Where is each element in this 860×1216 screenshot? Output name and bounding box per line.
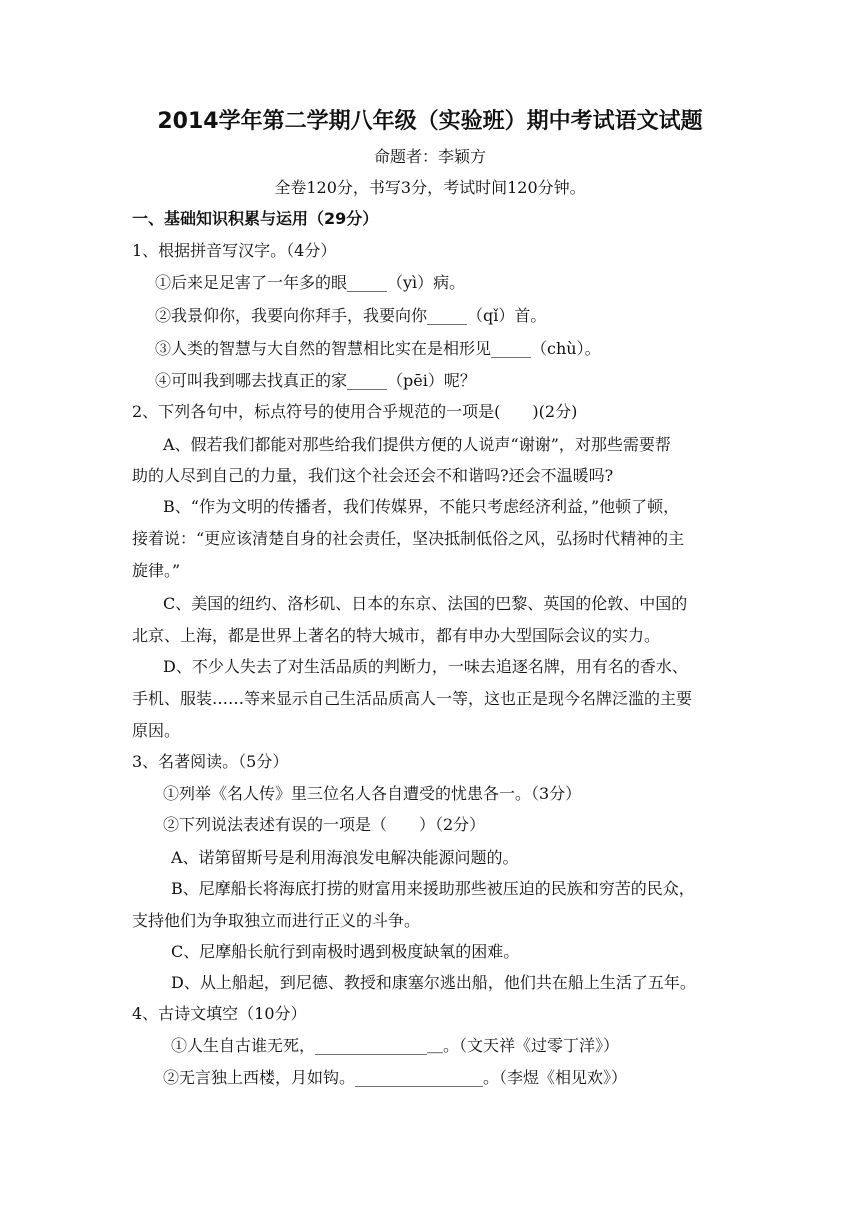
q1-item-3: ③人类的智慧与大自然的智慧相比实在是相形见_____（chù）。 xyxy=(155,339,601,358)
q2-option-b-cont: 旋律。” xyxy=(132,561,181,580)
q2-option-c: C、美国的纽约、洛杉矶、日本的东京、法国的巴黎、英国的伦敦、中国的 xyxy=(163,594,688,613)
author-line: 命题者：李颖方 xyxy=(373,147,486,166)
q4-item-1: ①人生自古谁无死，______________＿。（文天祥《过零丁洋》） xyxy=(171,1036,620,1055)
exam-title: 2014学年第二学期八年级（实验班）期中考试语文试题 xyxy=(157,109,703,134)
q2-option-a-cont: 助的人尽到自己的力量，我们这个社会还会不和谐吗?还会不温暖吗? xyxy=(132,466,614,485)
q2-option-a: A、假若我们都能对那些给我们提供方便的人说声“谢谢”，对那些需要帮 xyxy=(163,435,671,454)
q1-item-4: ④可叫我到哪去找真正的家_____（pēi）呢？ xyxy=(155,371,476,390)
q2-option-d-cont: 原因。 xyxy=(132,721,181,740)
q1-stem: 1、根据拼音写汉字。（4分） xyxy=(132,241,337,260)
q1-item-1: ①后来足足害了一年多的眼_____（yì）病。 xyxy=(155,273,466,292)
q2-option-b-cont: 接着说：“更应该清楚自身的社会责任，坚决抵制低俗之风，弘扬时代精神的主 xyxy=(132,529,685,548)
q4-item-2: ②无言独上西楼，月如钩。________________。（李煜《相见欢》） xyxy=(163,1068,628,1087)
q2-option-c-cont: 北京、上海，都是世界上著名的特大城市，都有申办大型国际会议的实力。 xyxy=(132,626,661,645)
q4-stem: 4、古诗文填空（10分） xyxy=(132,1004,307,1023)
q3-option-a: A、诺第留斯号是利用海浪发电解决能源问题的。 xyxy=(171,848,519,867)
q3-sub-2: ②下列说法表述有误的一项是（ ）（2分） xyxy=(163,815,486,834)
q3-stem: 3、名著阅读。（5分） xyxy=(132,752,289,771)
q3-option-d: D、从上船起，到尼德、教授和康塞尔逃出船，他们共在船上生活了五年。 xyxy=(171,973,696,992)
q2-option-b: B、“作为文明的传播者，我们传媒界，不能只考虑经济利益，”他顿了顿， xyxy=(163,497,680,516)
q2-option-d: D、不少人失去了对生活品质的判断力，一味去追逐名牌，用有名的香水、 xyxy=(163,657,688,676)
q2-stem: 2、下列各句中，标点符号的使用合乎规范的一项是( )(2分) xyxy=(132,402,578,421)
q1-item-2: ②我景仰你，我要向你拜手，我要向你_____（qǐ）首。 xyxy=(155,306,547,325)
q3-option-b: B、尼摩船长将海底打捞的财富用来援助那些被压迫的民族和穷苦的民众， xyxy=(171,879,695,898)
section-heading: 一、基础知识积累与运用（29分） xyxy=(132,209,379,228)
q3-sub-1: ①列举《名人传》里三位名人各自遭受的忧患各一。（3分） xyxy=(163,784,582,803)
q3-option-b-cont: 支持他们为争取独立而进行正义的斗争。 xyxy=(132,911,421,930)
q3-option-c: C、尼摩船长航行到南极时遇到极度缺氧的困难。 xyxy=(171,942,520,961)
q2-option-d-cont: 手机、服装……等来显示自己生活品质高人一等，这也正是现今名牌泛滥的主要 xyxy=(132,689,693,708)
exam-info: 全卷120分，书写3分，考试时间120分钟。 xyxy=(274,178,586,197)
